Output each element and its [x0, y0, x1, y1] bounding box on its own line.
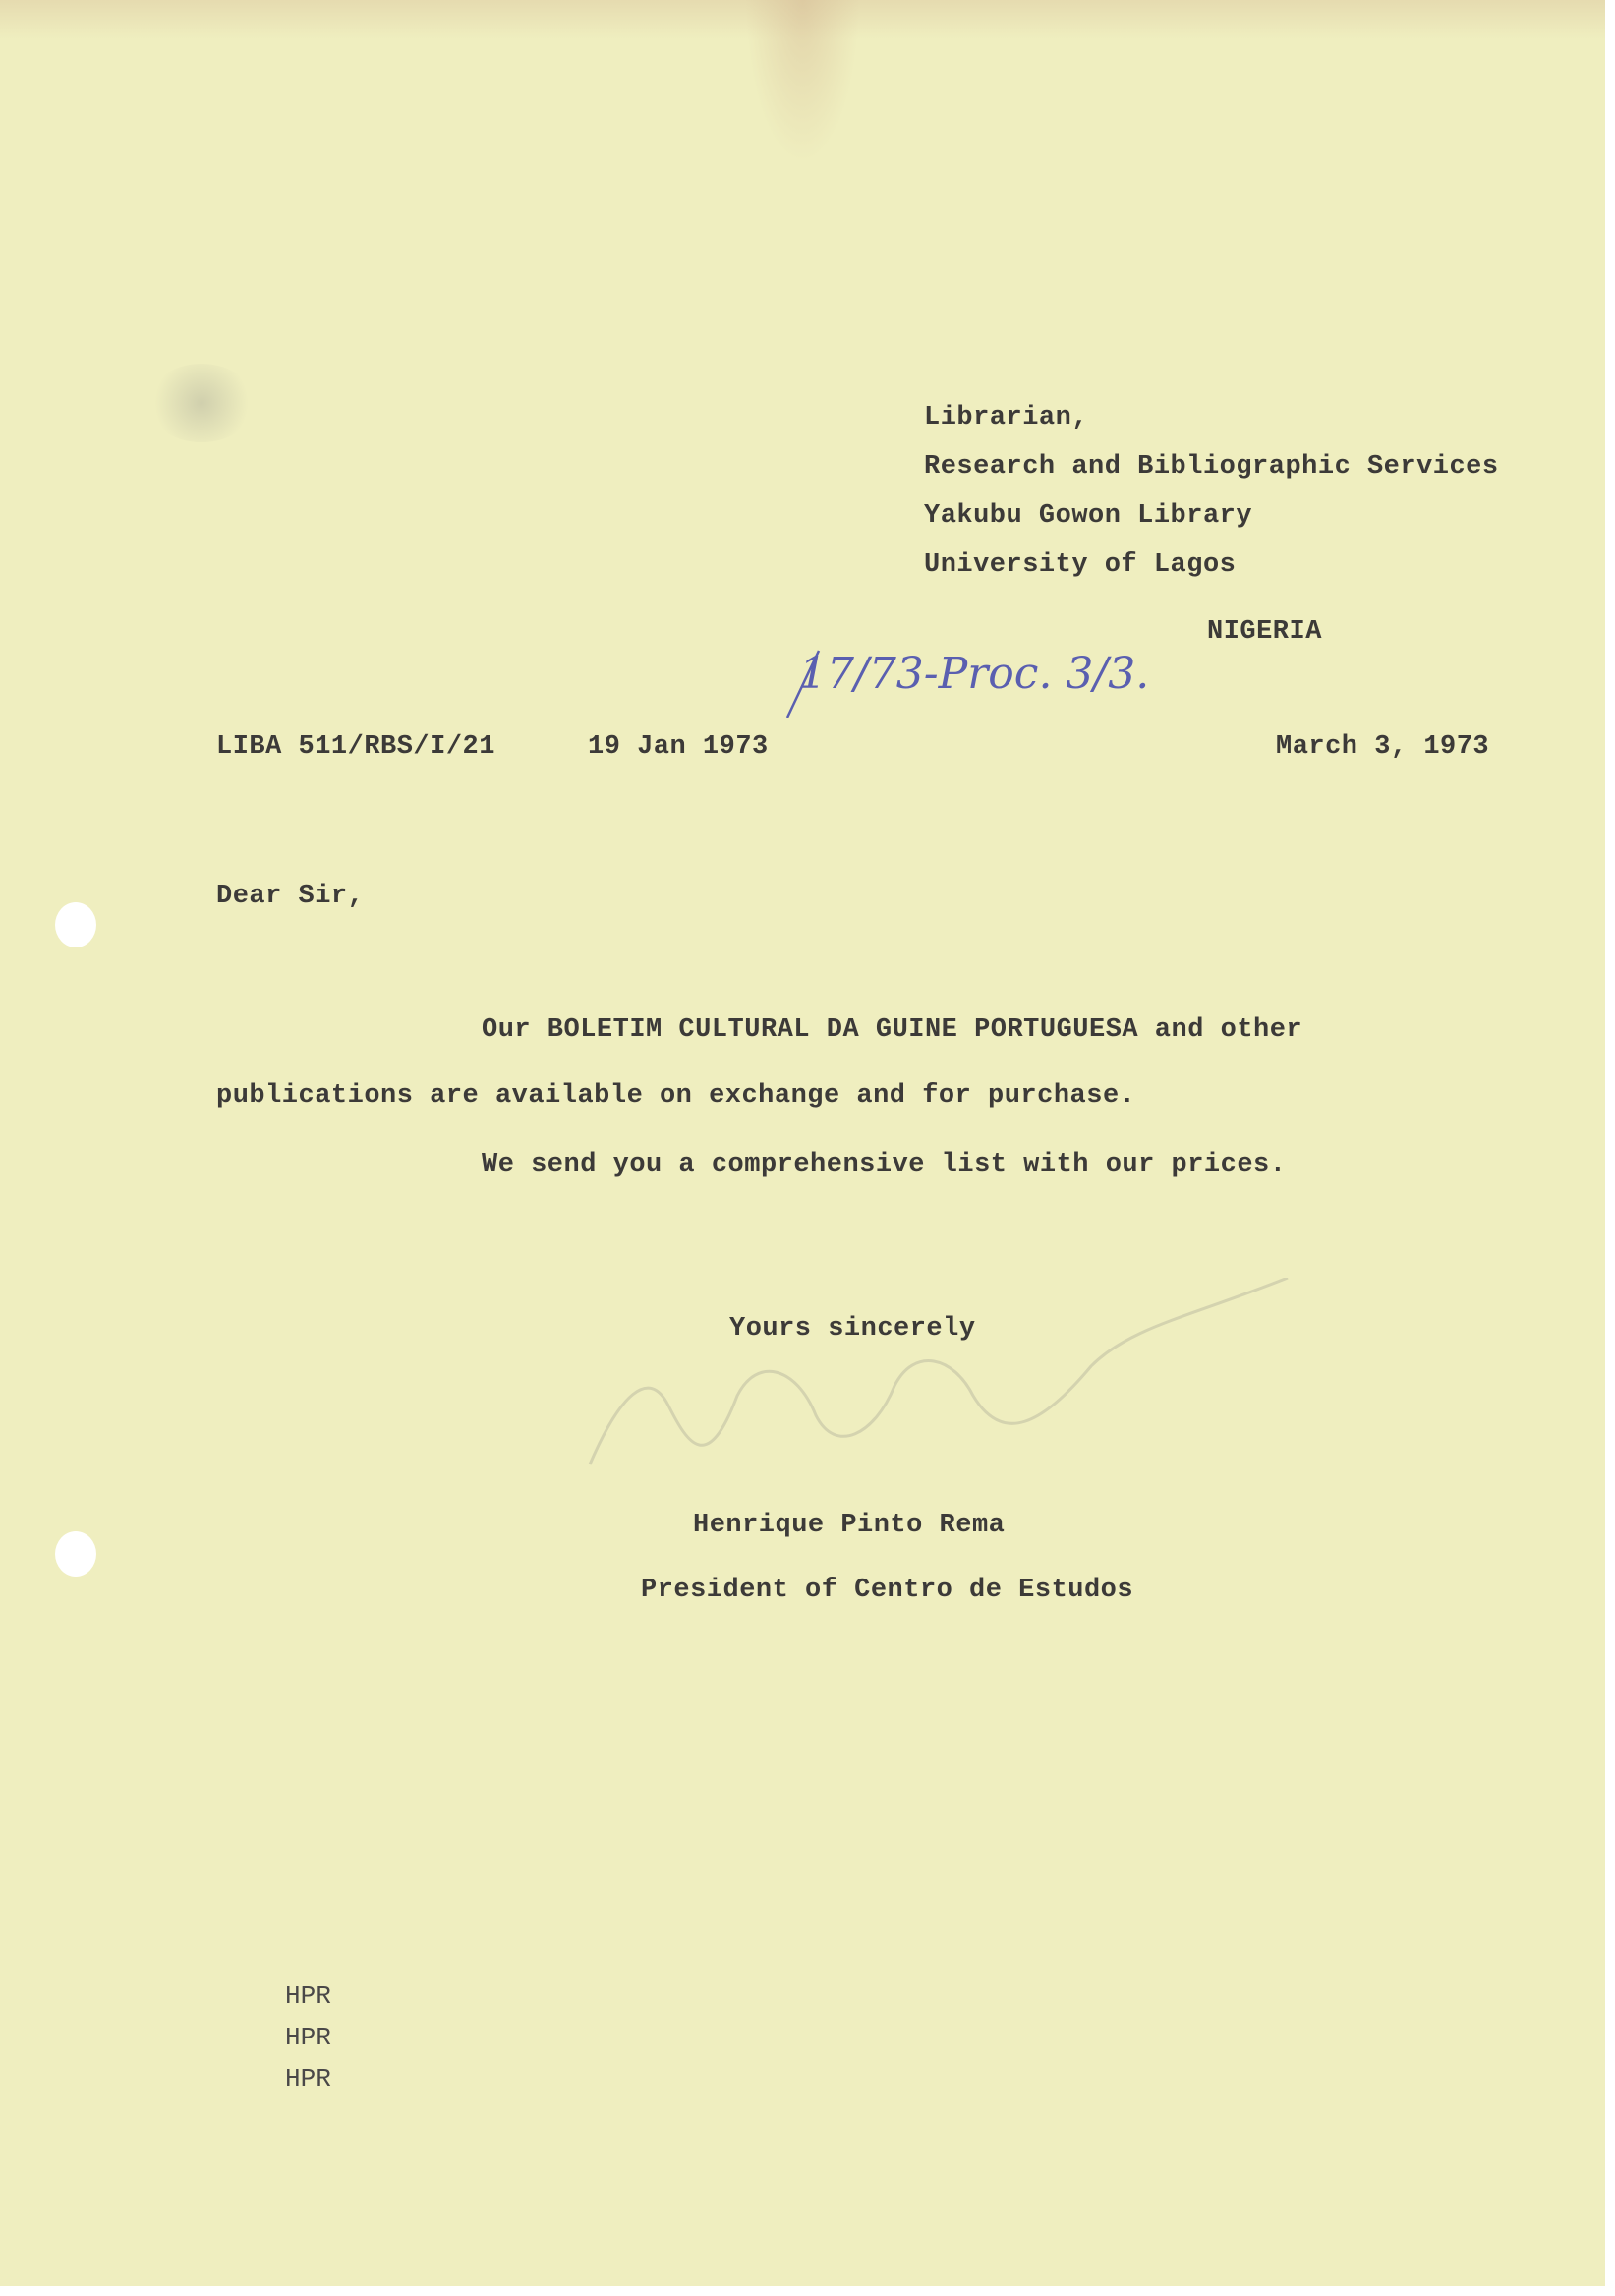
handwritten-annotation — [781, 639, 1204, 727]
recipient-line-3: Yakubu Gowon Library — [924, 501, 1253, 531]
scan-edge-right — [1605, 0, 1615, 2296]
body-line-3: We send you a comprehensive list with our prices. — [482, 1150, 1287, 1179]
signatory-title: President of Centro de Estudos — [641, 1576, 1134, 1605]
closing: Yours sincerely — [729, 1314, 976, 1344]
body-line-2: publications are available on exchange and for purchase. — [216, 1081, 1136, 1111]
signature-stroke — [590, 1278, 1288, 1464]
scan-edge-bottom — [0, 2286, 1615, 2296]
faint-signature — [580, 1278, 1327, 1494]
salutation: Dear Sir, — [216, 882, 365, 911]
initials-line: HPR — [285, 2023, 331, 2052]
typist-initials — [285, 1976, 331, 2099]
paper-stain — [147, 364, 256, 442]
reference-number: LIBA 511/RBS/I/21 — [216, 732, 495, 762]
punch-hole-bottom — [55, 1531, 96, 1577]
letter-date: March 3, 1973 — [1276, 732, 1490, 762]
initials-line: HPR — [285, 2064, 331, 2094]
recipient-line-1: Librarian, — [924, 403, 1089, 432]
recipient-line-4: University of Lagos — [924, 550, 1237, 580]
recipient-country: NIGERIA — [1207, 617, 1322, 647]
initials-line: HPR — [285, 1981, 331, 2011]
body-line-1: Our BOLETIM CULTURAL DA GUINE PORTUGUESA and other — [482, 1015, 1303, 1045]
annotation-text: 17/73-Proc. 3/3. — [799, 649, 1150, 699]
reference-date: 19 Jan 1973 — [588, 732, 769, 762]
signatory-name: Henrique Pinto Rema — [693, 1511, 1006, 1540]
recipient-line-2: Research and Bibliographic Services — [924, 452, 1499, 482]
punch-hole-top — [55, 902, 96, 947]
